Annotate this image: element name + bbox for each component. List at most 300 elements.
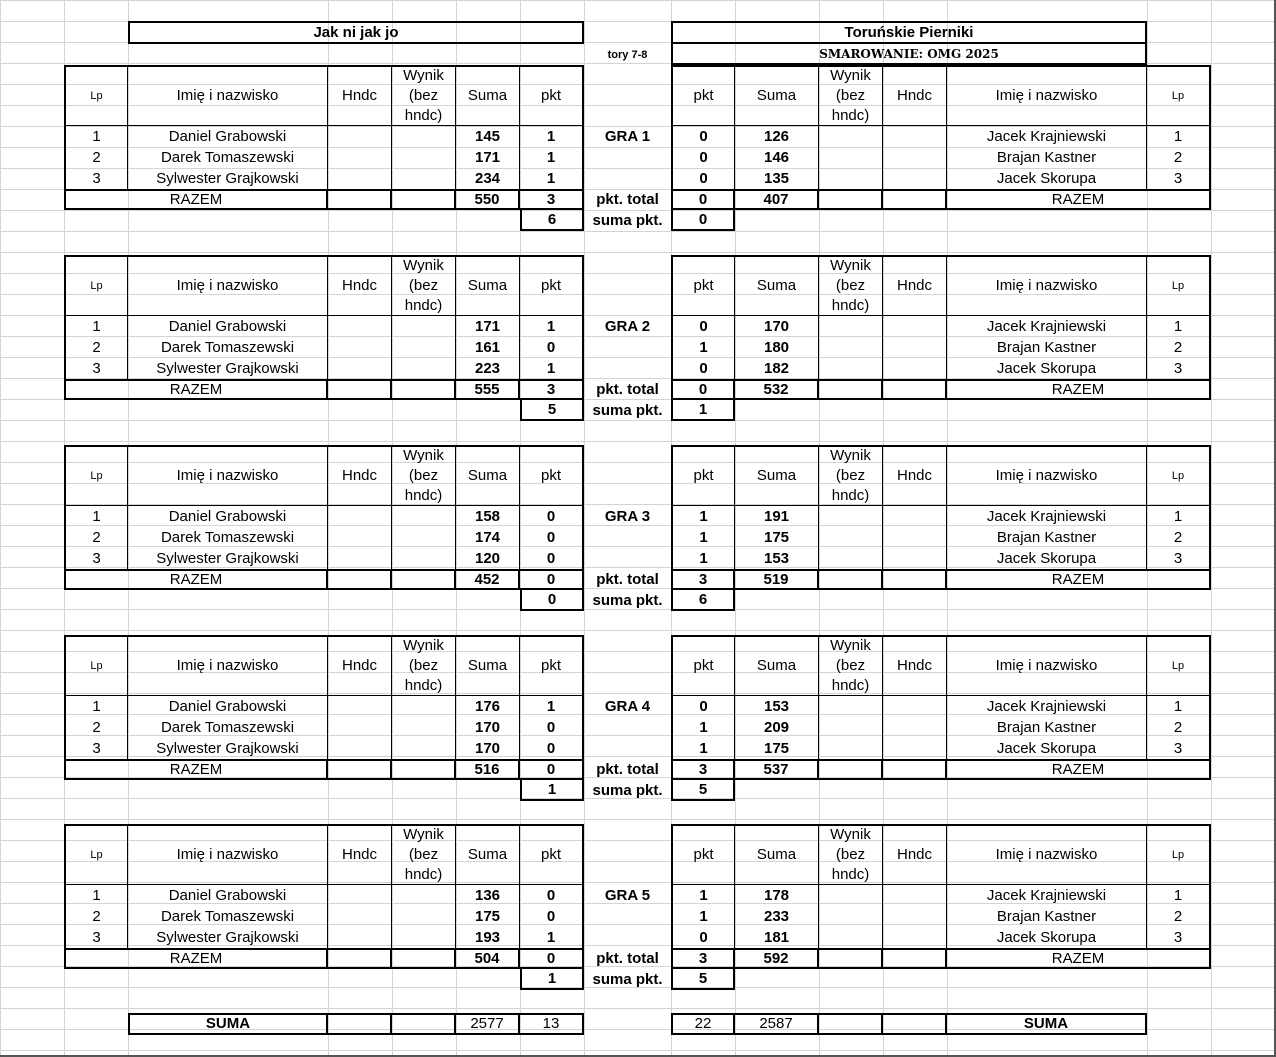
game-label: GRA 1 [604, 127, 651, 145]
player-hndc [883, 527, 947, 548]
player-pkt: 0 [520, 527, 584, 548]
player-wynik [392, 126, 456, 147]
player-suma: 158 [456, 506, 520, 527]
player-suma: 234 [456, 168, 520, 189]
player-hndc [328, 147, 392, 168]
razem-hndc [328, 759, 392, 780]
player-name: Daniel Grabowski [128, 316, 328, 337]
player-wynik [392, 717, 456, 738]
player-name: Brajan Kastner [947, 906, 1147, 927]
header-hndc: Hndc [328, 255, 392, 316]
player-name: Daniel Grabowski [128, 126, 328, 147]
player-lp: 1 [1147, 885, 1211, 906]
header-suma: Suma [735, 65, 819, 126]
player-wynik [392, 927, 456, 948]
header-name: Imię i nazwisko [947, 445, 1147, 506]
header-pkt: pkt [520, 65, 584, 126]
player-suma: 233 [735, 906, 819, 927]
header-lp: Lp [1147, 65, 1211, 126]
razem-hndc [328, 379, 392, 400]
player-lp: 1 [64, 126, 128, 147]
razem-label: RAZEM [64, 948, 328, 969]
razem-label: RAZEM [947, 759, 1211, 780]
razem-pkt: 0 [671, 379, 735, 400]
player-lp: 3 [64, 927, 128, 948]
suma-pkt-left: 1 [520, 780, 584, 801]
player-wynik [819, 168, 883, 189]
player-hndc [328, 927, 392, 948]
game-label: GRA 3 [604, 507, 651, 525]
player-name: Jacek Krajniewski [947, 696, 1147, 717]
player-lp: 1 [64, 696, 128, 717]
razem-label: RAZEM [947, 948, 1211, 969]
header-lp: Lp [64, 824, 128, 885]
gridline [0, 0, 1, 1057]
player-lp: 1 [1147, 506, 1211, 527]
player-wynik [819, 337, 883, 358]
header-suma: Suma [456, 635, 520, 696]
player-suma: 136 [456, 885, 520, 906]
player-pkt: 1 [671, 717, 735, 738]
player-lp: 3 [64, 168, 128, 189]
player-wynik [392, 548, 456, 569]
razem-suma: 516 [456, 759, 520, 780]
player-pkt: 0 [520, 506, 584, 527]
player-pkt: 1 [520, 168, 584, 189]
razem-label: RAZEM [947, 569, 1211, 590]
header-hndc: Hndc [328, 65, 392, 126]
player-pkt: 0 [671, 126, 735, 147]
razem-label: RAZEM [947, 379, 1211, 400]
razem-pkt: 0 [520, 759, 584, 780]
player-name: Jacek Krajniewski [947, 316, 1147, 337]
player-lp: 2 [1147, 717, 1211, 738]
header-suma: Suma [456, 824, 520, 885]
razem-wynik [819, 379, 883, 400]
razem-suma: 532 [735, 379, 819, 400]
razem-suma: 519 [735, 569, 819, 590]
player-name: Sylwester Grajkowski [128, 927, 328, 948]
player-lp: 2 [64, 906, 128, 927]
player-pkt: 1 [671, 738, 735, 759]
header-wynik: Wynik (bez hndc) [392, 635, 456, 696]
player-name: Jacek Krajniewski [947, 126, 1147, 147]
player-suma: 175 [456, 906, 520, 927]
razem-pkt: 0 [520, 948, 584, 969]
razem-pkt: 3 [671, 569, 735, 590]
player-hndc [328, 548, 392, 569]
player-name: Darek Tomaszewski [128, 527, 328, 548]
razem-suma: 504 [456, 948, 520, 969]
player-pkt: 1 [520, 147, 584, 168]
player-name: Brajan Kastner [947, 527, 1147, 548]
player-suma: 170 [456, 717, 520, 738]
header-wynik: Wynik (bez hndc) [819, 255, 883, 316]
player-wynik [392, 316, 456, 337]
razem-wynik [819, 569, 883, 590]
player-wynik [819, 358, 883, 379]
player-wynik [819, 696, 883, 717]
game-label: GRA 5 [604, 886, 651, 904]
player-suma: 175 [735, 527, 819, 548]
player-pkt: 1 [520, 927, 584, 948]
player-lp: 1 [64, 316, 128, 337]
player-name: Jacek Skorupa [947, 738, 1147, 759]
razem-label: RAZEM [947, 189, 1211, 210]
player-lp: 2 [64, 147, 128, 168]
suma-pkt-right: 6 [671, 590, 735, 611]
pkt-total-label: pkt. total [596, 190, 659, 208]
header-pkt: pkt [671, 824, 735, 885]
suma-pkt-label: suma pkt. [592, 970, 663, 988]
grand-total-hndc [883, 1013, 947, 1035]
razem-hndc [883, 189, 947, 210]
player-lp: 1 [64, 506, 128, 527]
player-suma: 171 [456, 147, 520, 168]
player-hndc [328, 506, 392, 527]
player-suma: 175 [735, 738, 819, 759]
header-name: Imię i nazwisko [947, 824, 1147, 885]
pkt-total-label: pkt. total [596, 570, 659, 588]
header-pkt: pkt [671, 255, 735, 316]
header-pkt: pkt [520, 445, 584, 506]
player-pkt: 1 [671, 337, 735, 358]
razem-wynik [819, 189, 883, 210]
razem-wynik [392, 379, 456, 400]
player-lp: 2 [1147, 337, 1211, 358]
player-wynik [392, 337, 456, 358]
header-hndc: Hndc [883, 255, 947, 316]
header-lp: Lp [1147, 255, 1211, 316]
player-pkt: 1 [671, 885, 735, 906]
player-lp: 1 [64, 885, 128, 906]
player-hndc [328, 316, 392, 337]
suma-pkt-right: 0 [671, 210, 735, 231]
suma-pkt-right: 1 [671, 400, 735, 421]
razem-hndc [883, 569, 947, 590]
player-wynik [392, 738, 456, 759]
oil-pattern-label: SMAROWANIE: OMG 2025 [671, 44, 1147, 65]
player-name: Darek Tomaszewski [128, 717, 328, 738]
suma-pkt-right: 5 [671, 969, 735, 990]
player-hndc [883, 738, 947, 759]
player-wynik [819, 147, 883, 168]
player-hndc [883, 506, 947, 527]
player-pkt: 1 [671, 906, 735, 927]
header-wynik: Wynik (bez hndc) [392, 445, 456, 506]
player-hndc [883, 717, 947, 738]
player-hndc [883, 696, 947, 717]
player-pkt: 0 [520, 906, 584, 927]
player-pkt: 0 [671, 696, 735, 717]
player-lp: 3 [1147, 927, 1211, 948]
header-name: Imię i nazwisko [947, 255, 1147, 316]
player-suma: 176 [456, 696, 520, 717]
header-name: Imię i nazwisko [947, 65, 1147, 126]
player-suma: 135 [735, 168, 819, 189]
player-pkt: 0 [671, 358, 735, 379]
player-suma: 193 [456, 927, 520, 948]
player-hndc [328, 885, 392, 906]
player-wynik [819, 885, 883, 906]
player-lp: 2 [64, 337, 128, 358]
suma-pkt-left: 1 [520, 969, 584, 990]
header-wynik: Wynik (bez hndc) [819, 635, 883, 696]
player-lp: 3 [64, 548, 128, 569]
header-pkt: pkt [671, 635, 735, 696]
player-suma: 182 [735, 358, 819, 379]
header-pkt: pkt [520, 635, 584, 696]
player-lp: 3 [1147, 738, 1211, 759]
player-pkt: 0 [520, 337, 584, 358]
left-team-title: Jak ni jak jo [128, 21, 584, 44]
player-suma: 153 [735, 696, 819, 717]
game-label: GRA 2 [604, 317, 651, 335]
razem-label: RAZEM [64, 759, 328, 780]
grand-total-suma: 2587 [735, 1013, 819, 1035]
pkt-total-label: pkt. total [596, 380, 659, 398]
header-suma: Suma [456, 255, 520, 316]
razem-hndc [883, 948, 947, 969]
player-hndc [328, 527, 392, 548]
player-name: Brajan Kastner [947, 337, 1147, 358]
header-hndc: Hndc [328, 635, 392, 696]
player-suma: 209 [735, 717, 819, 738]
razem-wynik [392, 948, 456, 969]
player-name: Jacek Krajniewski [947, 506, 1147, 527]
player-hndc [883, 126, 947, 147]
player-hndc [328, 168, 392, 189]
suma-pkt-right: 5 [671, 780, 735, 801]
player-pkt: 0 [520, 548, 584, 569]
razem-wynik [819, 759, 883, 780]
player-lp: 1 [1147, 316, 1211, 337]
header-wynik: Wynik (bez hndc) [392, 255, 456, 316]
header-name: Imię i nazwisko [128, 65, 328, 126]
header-lp: Lp [1147, 445, 1211, 506]
razem-hndc [328, 948, 392, 969]
player-name: Jacek Skorupa [947, 358, 1147, 379]
player-pkt: 0 [520, 885, 584, 906]
razem-hndc [883, 759, 947, 780]
player-suma: 171 [456, 316, 520, 337]
razem-suma: 555 [456, 379, 520, 400]
player-pkt: 1 [671, 548, 735, 569]
player-pkt: 1 [520, 126, 584, 147]
player-suma: 170 [735, 316, 819, 337]
razem-hndc [883, 379, 947, 400]
player-pkt: 1 [520, 316, 584, 337]
player-wynik [819, 506, 883, 527]
razem-suma: 537 [735, 759, 819, 780]
header-lp: Lp [1147, 635, 1211, 696]
player-pkt: 0 [671, 147, 735, 168]
suma-pkt-left: 6 [520, 210, 584, 231]
player-wynik [819, 738, 883, 759]
player-wynik [392, 168, 456, 189]
player-lp: 3 [1147, 548, 1211, 569]
player-wynik [392, 358, 456, 379]
header-name: Imię i nazwisko [947, 635, 1147, 696]
player-name: Daniel Grabowski [128, 885, 328, 906]
razem-pkt: 3 [520, 379, 584, 400]
header-suma: Suma [456, 65, 520, 126]
header-suma: Suma [735, 445, 819, 506]
header-pkt: pkt [520, 824, 584, 885]
player-name: Jacek Skorupa [947, 927, 1147, 948]
player-name: Brajan Kastner [947, 717, 1147, 738]
player-hndc [328, 126, 392, 147]
player-wynik [392, 527, 456, 548]
razem-wynik [392, 759, 456, 780]
player-wynik [392, 696, 456, 717]
player-pkt: 0 [520, 717, 584, 738]
player-hndc [328, 906, 392, 927]
razem-pkt: 3 [671, 948, 735, 969]
header-name: Imię i nazwisko [128, 255, 328, 316]
player-wynik [819, 126, 883, 147]
player-hndc [883, 906, 947, 927]
player-pkt: 1 [520, 358, 584, 379]
player-name: Darek Tomaszewski [128, 337, 328, 358]
player-name: Sylwester Grajkowski [128, 548, 328, 569]
header-lp: Lp [64, 635, 128, 696]
header-wynik: Wynik (bez hndc) [392, 824, 456, 885]
player-wynik [392, 506, 456, 527]
player-lp: 3 [1147, 358, 1211, 379]
player-lp: 2 [64, 527, 128, 548]
player-lp: 2 [1147, 147, 1211, 168]
player-pkt: 0 [671, 168, 735, 189]
grand-total-pkt: 13 [520, 1013, 584, 1035]
razem-pkt: 3 [520, 189, 584, 210]
player-hndc [883, 147, 947, 168]
grand-total-wynik [392, 1013, 456, 1035]
grand-total-pkt: 22 [671, 1013, 735, 1035]
header-name: Imię i nazwisko [128, 635, 328, 696]
header-wynik: Wynik (bez hndc) [819, 824, 883, 885]
player-name: Sylwester Grajkowski [128, 738, 328, 759]
player-hndc [328, 337, 392, 358]
suma-pkt-label: suma pkt. [592, 401, 663, 419]
header-lp: Lp [64, 445, 128, 506]
player-wynik [819, 906, 883, 927]
player-suma: 170 [456, 738, 520, 759]
grand-total-label: SUMA [128, 1013, 328, 1035]
player-suma: 161 [456, 337, 520, 358]
player-hndc [328, 717, 392, 738]
player-lp: 2 [1147, 527, 1211, 548]
razem-hndc [328, 569, 392, 590]
player-name: Jacek Krajniewski [947, 885, 1147, 906]
razem-suma: 407 [735, 189, 819, 210]
header-lp: Lp [1147, 824, 1211, 885]
suma-pkt-label: suma pkt. [592, 591, 663, 609]
razem-label: RAZEM [64, 569, 328, 590]
header-hndc: Hndc [328, 824, 392, 885]
player-lp: 2 [1147, 906, 1211, 927]
player-suma: 181 [735, 927, 819, 948]
header-hndc: Hndc [883, 824, 947, 885]
header-hndc: Hndc [328, 445, 392, 506]
header-wynik: Wynik (bez hndc) [819, 445, 883, 506]
razem-label: RAZEM [64, 379, 328, 400]
header-hndc: Hndc [883, 635, 947, 696]
header-lp: Lp [64, 65, 128, 126]
grand-total-label: SUMA [947, 1013, 1147, 1035]
header-suma: Suma [735, 635, 819, 696]
razem-label: RAZEM [64, 189, 328, 210]
suma-pkt-left: 0 [520, 590, 584, 611]
suma-pkt-left: 5 [520, 400, 584, 421]
player-pkt: 0 [671, 316, 735, 337]
player-name: Darek Tomaszewski [128, 147, 328, 168]
player-pkt: 1 [520, 696, 584, 717]
player-hndc [883, 548, 947, 569]
player-hndc [328, 738, 392, 759]
player-name: Sylwester Grajkowski [128, 358, 328, 379]
player-suma: 191 [735, 506, 819, 527]
player-suma: 120 [456, 548, 520, 569]
razem-hndc [328, 189, 392, 210]
gridline [1211, 0, 1212, 1057]
player-suma: 180 [735, 337, 819, 358]
player-wynik [392, 885, 456, 906]
razem-wynik [392, 569, 456, 590]
player-lp: 3 [1147, 168, 1211, 189]
pkt-total-label: pkt. total [596, 949, 659, 967]
player-wynik [392, 147, 456, 168]
player-wynik [819, 527, 883, 548]
header-hndc: Hndc [883, 445, 947, 506]
pkt-total-label: pkt. total [596, 760, 659, 778]
header-pkt: pkt [671, 65, 735, 126]
player-lp: 3 [64, 738, 128, 759]
header-suma: Suma [735, 824, 819, 885]
header-name: Imię i nazwisko [128, 445, 328, 506]
suma-pkt-label: suma pkt. [592, 781, 663, 799]
player-lp: 1 [1147, 126, 1211, 147]
razem-suma: 592 [735, 948, 819, 969]
player-wynik [819, 717, 883, 738]
player-lp: 1 [1147, 696, 1211, 717]
suma-pkt-label: suma pkt. [592, 211, 663, 229]
player-name: Jacek Skorupa [947, 168, 1147, 189]
player-name: Jacek Skorupa [947, 548, 1147, 569]
player-name: Sylwester Grajkowski [128, 168, 328, 189]
player-suma: 223 [456, 358, 520, 379]
player-name: Brajan Kastner [947, 147, 1147, 168]
player-pkt: 0 [671, 927, 735, 948]
player-pkt: 1 [671, 506, 735, 527]
player-hndc [883, 927, 947, 948]
header-suma: Suma [456, 445, 520, 506]
player-wynik [819, 316, 883, 337]
player-wynik [819, 927, 883, 948]
player-hndc [883, 168, 947, 189]
razem-pkt: 0 [671, 189, 735, 210]
razem-wynik [819, 948, 883, 969]
header-hndc: Hndc [883, 65, 947, 126]
razem-suma: 452 [456, 569, 520, 590]
header-wynik: Wynik (bez hndc) [819, 65, 883, 126]
header-suma: Suma [735, 255, 819, 316]
right-team-title: Toruńskie Pierniki [671, 21, 1147, 44]
header-wynik: Wynik (bez hndc) [392, 65, 456, 126]
player-suma: 178 [735, 885, 819, 906]
razem-pkt: 3 [671, 759, 735, 780]
player-hndc [883, 337, 947, 358]
